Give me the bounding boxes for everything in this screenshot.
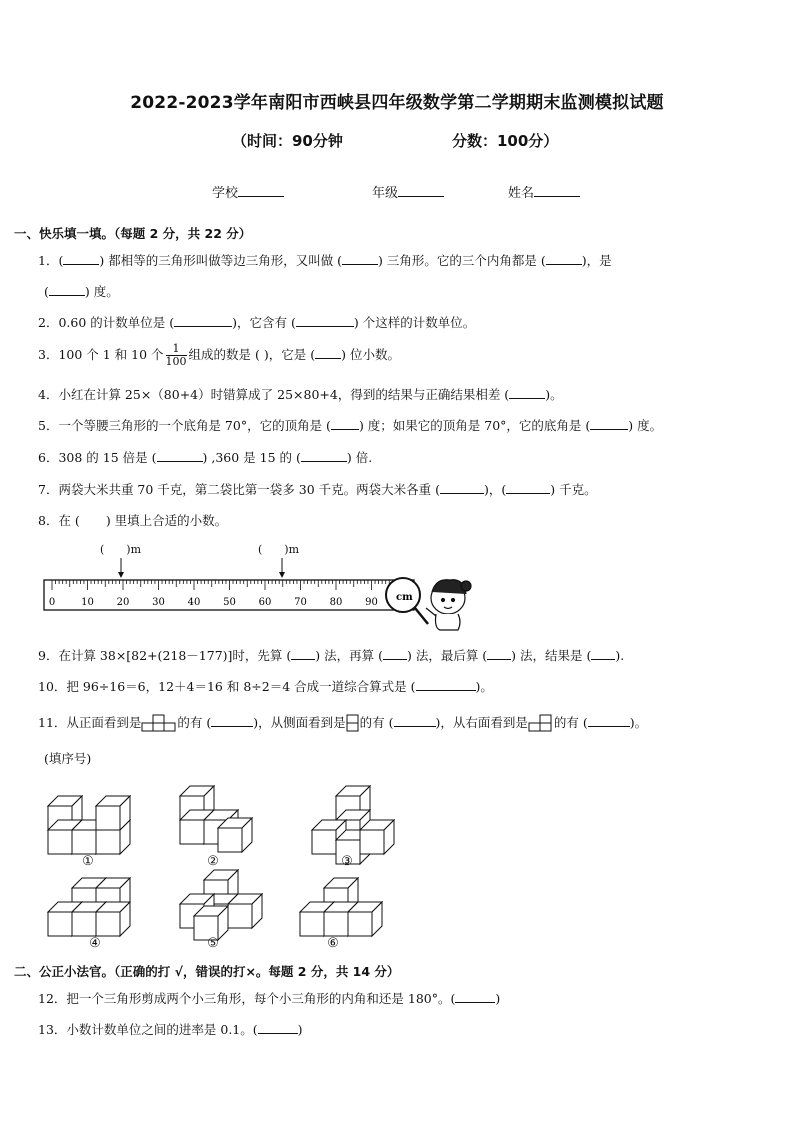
question-9: 9．在计算 38×[82+(218－177)]时，先算 ( ) 法，再算 ( ) 法，最后算 ( ) 法，结果是 ( ).: [38, 648, 625, 663]
figure-1: [48, 796, 130, 854]
section-1-heading: 一、快乐填一填。（每题 2 分，共 22 分）: [14, 226, 252, 241]
answer-blank[interactable]: [291, 647, 315, 660]
exam-time: （时间：90分钟: [232, 132, 343, 150]
ruler-label: 70: [294, 597, 307, 608]
question-12: 12．把一个三角形剪成两个小三角形，每个小三角形的内角和还是 180°。( ): [38, 991, 501, 1006]
question-11-note: (填序号): [44, 751, 92, 766]
figure-6: [300, 878, 382, 936]
question-1: 1．( ) 都相等的三角形叫做等边三角形，又叫做 ( ) 三角形。它的三个内角都是 ( )，是: [38, 253, 612, 268]
side-view-icon: [346, 717, 360, 731]
question-8: 8．在 ( ) 里填上合适的小数。: [38, 513, 228, 528]
question-2: 2．0.60 的计数单位是 ( )，它含有 ( ) 个这样的计数单位。: [38, 315, 476, 330]
question-5: 5．一个等腰三角形的一个底角是 70°，它的顶角是 ( ) 度；如果它的顶角是 70°，它的底角是 ( ) 度。: [38, 418, 663, 433]
ruler-label: 20: [116, 597, 130, 608]
answer-blank[interactable]: [440, 481, 484, 494]
figure-2-label: ②: [207, 854, 219, 869]
answer-blank[interactable]: [157, 449, 203, 462]
question-10: 10．把 96÷16＝6，12＋4＝16 和 8÷2＝4 合成一道综合算式是 ( )。: [38, 679, 493, 694]
answer-blank[interactable]: [174, 314, 232, 327]
ruler-figure: [0, 550, 794, 650]
ruler-label: 80: [329, 597, 343, 608]
ruler-marker-2-label: ( )m: [258, 543, 300, 556]
answer-blank[interactable]: [455, 990, 495, 1003]
answer-blank[interactable]: [258, 1021, 298, 1034]
answer-blank[interactable]: [506, 481, 550, 494]
ruler-label: 50: [223, 597, 236, 608]
answer-blank[interactable]: [383, 647, 407, 660]
question-3: 3．100 个 1 和 10 个 $\frac{1}{100}$ 组成的数是 ( )，它是 ( ) 位小数。: [38, 342, 400, 368]
answer-blank[interactable]: [509, 386, 545, 399]
figure-2: [180, 786, 252, 852]
question-7: 7．两袋大米共重 70 千克，第二袋比第一袋多 30 千克。两袋大米各重 ( )，( ) 千克。: [38, 482, 597, 497]
figure-5-label: ⑤: [207, 936, 219, 951]
ruler-label: 60: [258, 597, 272, 608]
ruler-label: 30: [152, 597, 165, 608]
page-title: 2022-2023学年南阳市西峡县四年级数学第二学期期末监测模拟试题: [130, 93, 664, 113]
figure-5: [180, 870, 262, 940]
name-field[interactable]: 姓名: [508, 182, 580, 201]
magnifier-handle: [415, 608, 428, 624]
answer-blank[interactable]: [588, 714, 630, 727]
girl-illustration: [426, 580, 471, 630]
figure-3-label: ③: [341, 854, 353, 869]
question-6: 6．308 的 15 倍是 ( ) ,360 是 15 的 ( ) 倍.: [38, 450, 373, 465]
ruler-label: 10: [81, 597, 94, 608]
answer-blank[interactable]: [394, 714, 436, 727]
answer-blank[interactable]: [591, 647, 615, 660]
school-field[interactable]: 学校: [212, 182, 284, 201]
ruler-unit: cm: [396, 592, 413, 603]
answer-blank[interactable]: [546, 252, 582, 265]
answer-blank[interactable]: [315, 346, 341, 359]
answer-blank[interactable]: [49, 283, 85, 296]
exam-score: 分数：100分）: [452, 132, 559, 150]
answer-blank[interactable]: [296, 314, 354, 327]
question-11: 11．从正面看到是 的有 ( )，从侧面看到是 的有 ( )，从右面看到是 的有 ( )。: [38, 715, 648, 730]
figure-4: [48, 878, 130, 936]
figure-6-label: ⑥: [327, 936, 339, 951]
answer-blank[interactable]: [331, 417, 359, 430]
ruler-marker-1-label: ( )m: [100, 543, 142, 556]
figure-1-label: ①: [82, 854, 94, 869]
question-4: 4．小红在计算 25×（80+4）时错算成了 25×80+4，得到的结果与正确结果相差 ( )。: [38, 387, 563, 402]
answer-blank[interactable]: [211, 714, 253, 727]
grade-field[interactable]: 年级: [372, 182, 444, 201]
ruler-label: 40: [187, 597, 201, 608]
right-view-icon: [528, 717, 554, 731]
answer-blank[interactable]: [416, 678, 476, 691]
question-1-cont: ( ) 度。: [44, 284, 119, 299]
question-13: 13．小数计数单位之间的进率是 0.1。( ): [38, 1022, 303, 1037]
figure-4-label: ④: [89, 936, 101, 951]
answer-blank[interactable]: [342, 252, 378, 265]
answer-blank[interactable]: [487, 647, 511, 660]
cube-figures: [0, 780, 794, 970]
answer-blank[interactable]: [590, 417, 628, 430]
answer-blank[interactable]: [301, 449, 347, 462]
front-view-icon: [141, 717, 177, 731]
figure-3: [312, 786, 394, 864]
fraction: $\frac{1}{100}$: [165, 342, 187, 368]
ruler-label: 0: [48, 597, 56, 608]
answer-blank[interactable]: [63, 252, 99, 265]
ruler-label: 90: [365, 597, 378, 608]
section-2-heading: 二、公正小法官。（正确的打 √，错误的打×。每题 2 分，共 14 分）: [14, 964, 400, 979]
